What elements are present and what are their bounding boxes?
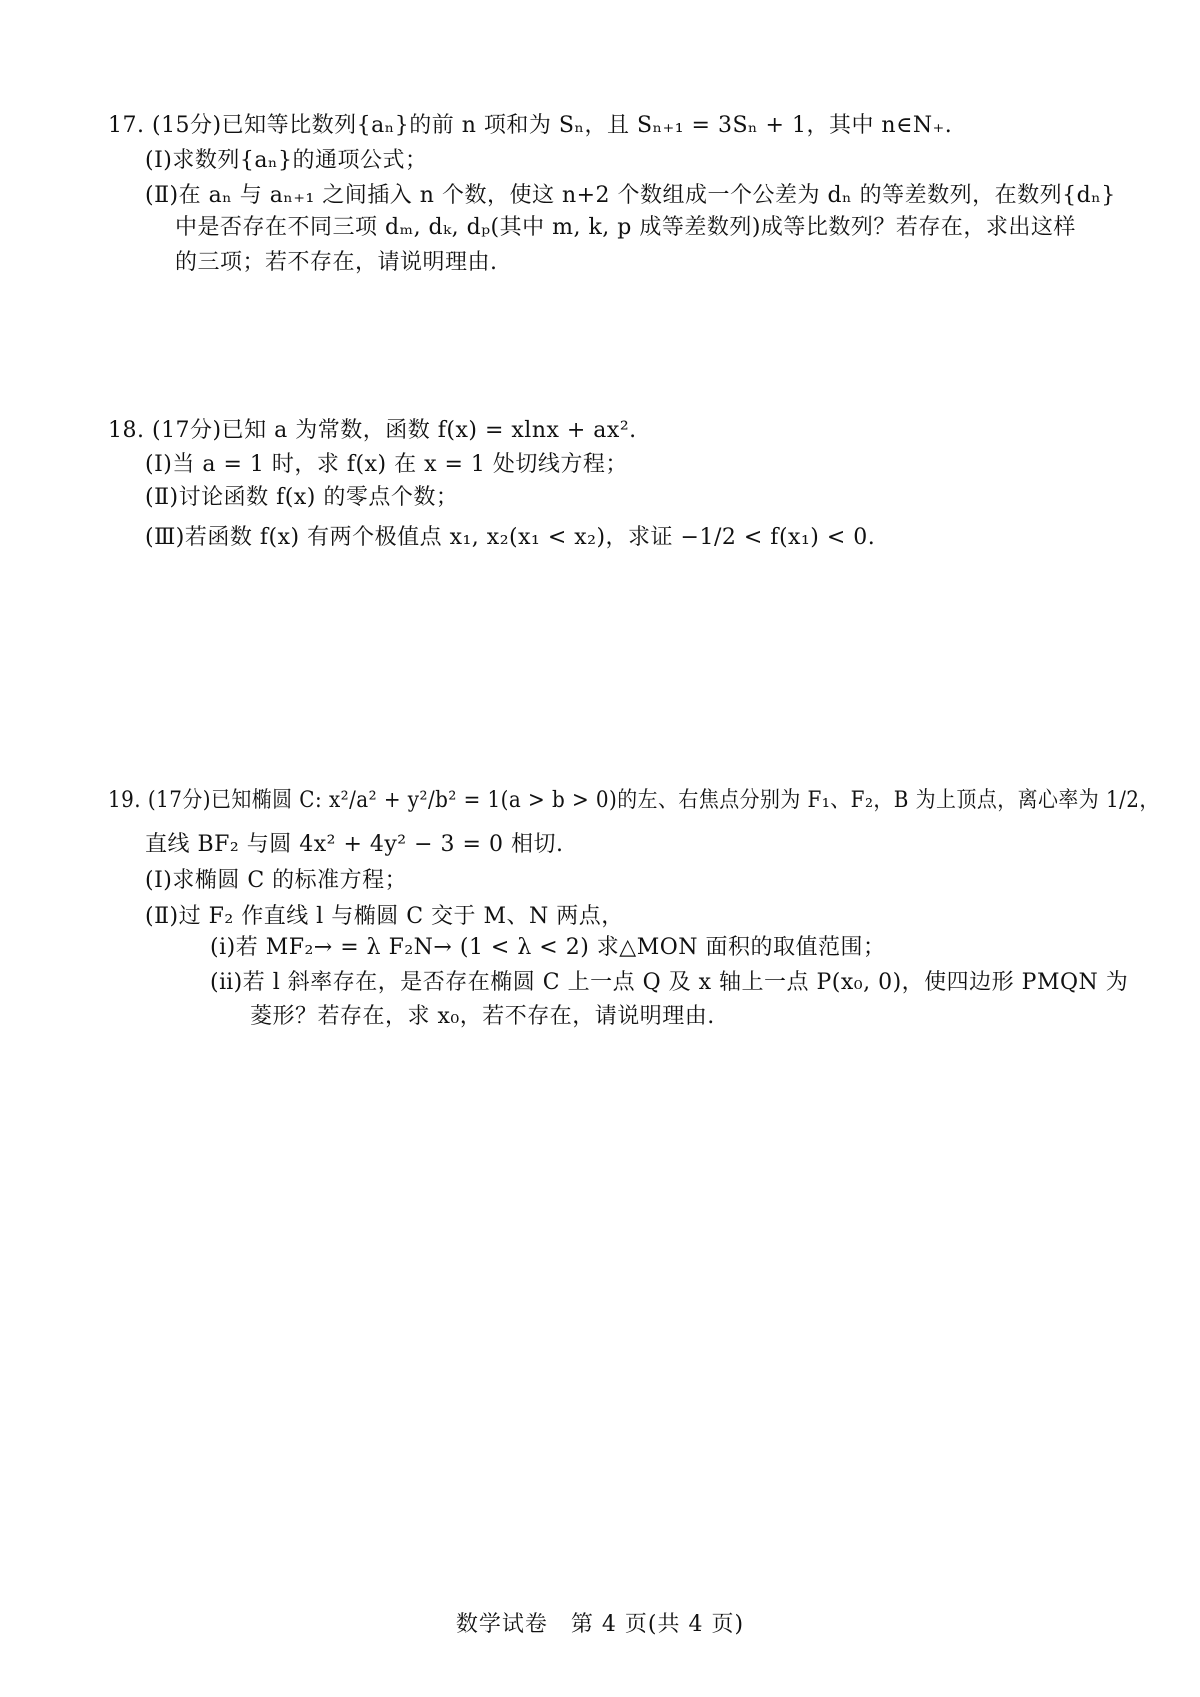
problem-19-part-2-ii-cont: 菱形？若存在，求 x₀，若不存在，请说明理由. [250,1004,715,1029]
problem-19-part-2-ii: (ⅱ)若 l 斜率存在，是否存在椭圆 C 上一点 Q 及 x 轴上一点 P(x₀, 0)，使四边形 PMQN 为 [210,970,1129,995]
problem-19-part-2-i: (ⅰ)若 MF₂→ = λ F₂N→ (1 < λ < 2) 求△MON 面积的取值范围； [210,935,886,960]
problem-19-statement: 19. (17分)已知椭圆 C: x²/a² + y²/b² = 1(a > b > 0)的左、右焦点分别为 F₁、F₂，B 为上顶点，离心率为 1/2， [108,788,1160,813]
problem-18-part-2: (Ⅱ)讨论函数 f(x) 的零点个数； [145,485,459,510]
problem-17-part-2-cont-2: 的三项；若不存在，请说明理由. [175,250,498,275]
problem-19-part-2: (Ⅱ)过 F₂ 作直线 l 与椭圆 C 交于 M、N 两点， [145,904,624,929]
problem-17-part-1: (Ⅰ)求数列{aₙ}的通项公式； [145,148,428,173]
problem-19-statement-cont: 直线 BF₂ 与圆 4x² + 4y² − 3 = 0 相切. [145,832,564,857]
problem-17-statement: 17. (15分)已知等比数列{aₙ}的前 n 项和为 Sₙ，且 Sₙ₊₁ = 3Sₙ + 1，其中 n∈N₊. [108,113,953,138]
problem-17-part-2-cont-1: 中是否存在不同三项 dₘ, dₖ, dₚ(其中 m, k, p 成等差数列)成等比数列？若存在，求出这样 [175,215,1076,240]
problem-19-part-1: (Ⅰ)求椭圆 C 的标准方程； [145,868,408,893]
problem-17-part-2: (Ⅱ)在 aₙ 与 aₙ₊₁ 之间插入 n 个数，使这 n+2 个数组成一个公差为 dₙ 的等差数列，在数列{dₙ} [145,183,1116,208]
page-footer: 数学试卷 第 4 页(共 4 页) [455,1612,745,1637]
problem-18-statement: 18. (17分)已知 a 为常数，函数 f(x) = xlnx + ax². [108,418,637,443]
problem-18-part-3: (Ⅲ)若函数 f(x) 有两个极值点 x₁, x₂(x₁ < x₂)，求证 −1/2 < f(x₁) < 0. [145,525,876,550]
problem-18-part-1: (Ⅰ)当 a = 1 时，求 f(x) 在 x = 1 处切线方程； [145,452,628,477]
